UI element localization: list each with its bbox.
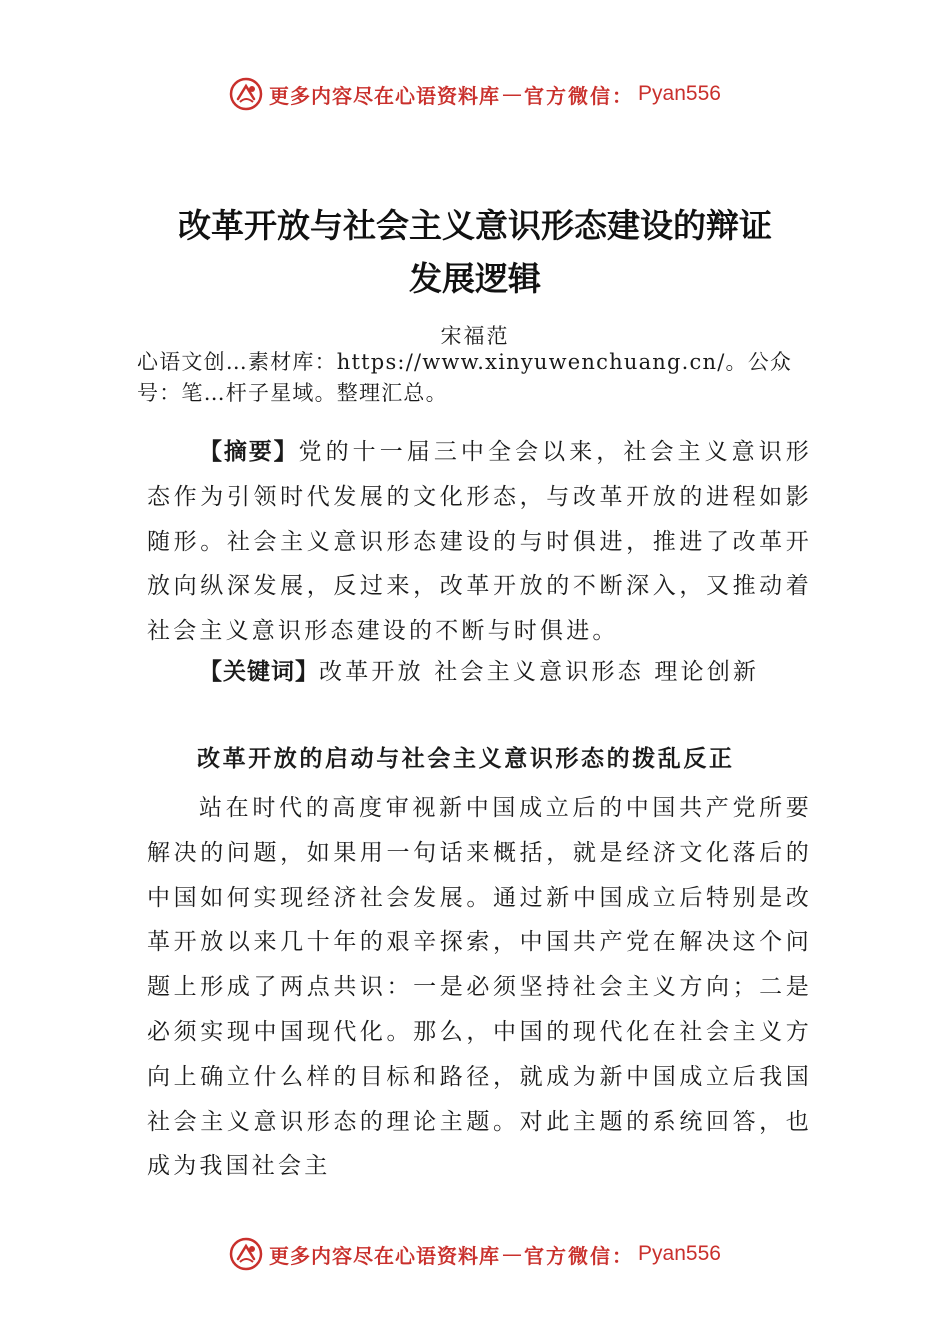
abstract-text: 党的十一届三中全会以来，社会主义意识形态作为引领时代发展的文化形态，与改革开放的进程如影随形。社会主义意识形态建设的与时俱进，推进了改革开放向纵深发展，反过来，改革开放的不断深入，又推动着社会主义意识形态建设的不断与时俱进。	[147, 439, 812, 645]
banner-wechat-label: 官方微信：	[524, 1243, 635, 1268]
banner-separator: —	[502, 82, 523, 106]
body-paragraph: 站在时代的高度审视新中国成立后的中国共产党所要解决的问题，如果用一句话来概括，就是经济文化落后的中国如何实现经济社会发展。通过新中国成立后特别是改革开放以来几十年的艰辛探索，中国共产党在解决这个问题上形成了两点共识：一是必须坚持社会主义方向；二是必须实现中国现代化。那么，中国的现代化在社会主义方向上确立什么样的目标和路径，就成为新中国成立后我国社会主义意识形态的理论主题。对此主题的系统回答，也成为我国社会主	[147, 795, 812, 1180]
page-title: 改革开放与社会主义意识形态建设的辩证	[178, 206, 772, 245]
brand-logo-icon	[229, 1237, 263, 1271]
keywords-text: 改革开放 社会主义意识形态 理论创新	[319, 659, 760, 685]
banner-wechat-label: 官方微信：	[524, 83, 635, 108]
abstract-paragraph	[147, 430, 812, 654]
banner-wechat-id: Pyan556	[638, 82, 721, 105]
author-name: 宋福范	[440, 324, 510, 348]
abstract-label: 【摘要】	[199, 439, 299, 465]
header-banner	[0, 70, 950, 118]
banner-text: 更多内容尽在心语资料库	[269, 83, 501, 108]
section-heading: 改革开放的启动与社会主义意识形态的拨乱反正	[197, 745, 735, 772]
footer-banner	[0, 1230, 950, 1278]
source-note: 心语文创…素材库：https://www.xinyuwenchuang.cn/。公众号：笔…杆子星域。整理汇总。	[137, 350, 793, 405]
keywords-paragraph	[147, 650, 812, 695]
banner-separator: —	[502, 1242, 523, 1266]
keywords-label: 【关键词】	[199, 659, 319, 685]
banner-wechat-id: Pyan556	[638, 1242, 721, 1265]
banner-text: 更多内容尽在心语资料库	[269, 1243, 501, 1268]
page-title-line2: 发展逻辑	[409, 259, 541, 298]
brand-logo-icon	[229, 77, 263, 111]
